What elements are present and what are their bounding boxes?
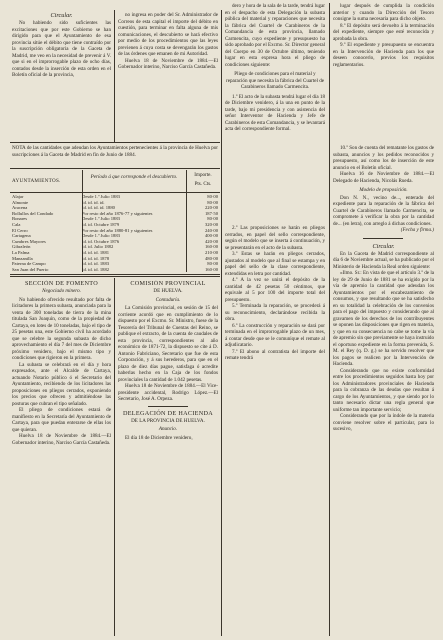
- ayuntamiento-name: Gibraleón: [12, 244, 31, 250]
- ayuntamiento-name: Cala: [12, 221, 21, 227]
- fomento-text-2: La subasta se celebrará en el día y hora expresados, ante el Alcalde de Cartaya, actuando Notario público ó el Secretario del Ayuntamiento, recibiendo de los licitadores las proposiciones en pliegos cerrados, exponiendo los precios que ofrecen y admitiéndose las posturas que cubran el tipo señalado.: [12, 361, 111, 407]
- anuncio-text: El día 18 de Diciembre venidero,: [125, 434, 193, 441]
- importe-value: 220·00: [204, 205, 218, 211]
- col-periodo: Período á que corresponde el descubierto.: [90, 174, 178, 180]
- column-rule: [114, 278, 115, 636]
- importe-value: 480·00: [204, 255, 218, 261]
- periodo-value: Desde 1.º Julio 1883: [82, 194, 120, 199]
- ayuntamiento-name: La Palma: [12, 249, 30, 255]
- importe-value: 420·00: [204, 238, 218, 244]
- importe-value: 80·00: [207, 199, 218, 205]
- modelo-signature: (Fecha y firma.): [400, 227, 434, 233]
- ayuntamiento-name: Almonte: [12, 199, 29, 205]
- real-orden-text-2: Considerando que no existe conformidad entre los procedimientos seguidos hasta hoy por los Administradores provinciales de Hacienda para la cobranza de las deudas que resultan á cargo de los Ayuntamientos, y que siendo por lo tanto necesario dictar una regla general que uniforme tan importante servicio;: [333, 367, 434, 413]
- real-orden-text-3: Considerando que por la índole de la materia conviene resolver sobre el particular, para lo sucesivo,: [333, 413, 434, 432]
- fomento-text-3: El pliego de condiciones estará de manifiesto en la Secretaría del Ayuntamiento de Cartaya, para que puedan enterarse de ellas los que quieran.: [12, 407, 111, 433]
- importe-value: 400·00: [204, 233, 218, 239]
- ayuntamiento-name: Paterna de Campo: [12, 261, 46, 267]
- lower-col-1: [12, 280, 111, 636]
- top-col-3: [225, 3, 325, 223]
- delegacion-sub: DE LA PROVINCIA DE HUELVA.: [131, 417, 205, 424]
- right-col: [333, 145, 434, 636]
- circular-continued: no ingresa en poder del Sr. Administrador de Correos de esta capital el importe del débito en cuestión, para terminar en falta alguna de mis comunicaciones, el descubierto se hará efectivo por medio de los procedimientos que las leyes previenen á cuya costa se devengarán los gastos de las órdenes que emanen de mi Autoridad.: [118, 12, 218, 57]
- pliego-cond-9: 9.º El expediente y presupuesto se encuentra en la Intervención de Hacienda para los que deseen conocerlo, previos los requisitos reglamentarios.: [333, 42, 434, 68]
- modelo-title: Modelo de proposición.: [359, 187, 408, 193]
- comision-title: COMISIÓN PROVINCIAL: [130, 280, 206, 287]
- section-rule: [10, 274, 220, 275]
- pliego-cond-1: 1.º El acto de la subasta tendrá lugar el día 18 de Diciembre venidero, á la una en punto de la tarde, bajo mi presidencia y con asistencia del señor Interventor de Hacienda y Jefe de Carabineros de esta Comandancia, y se levantará acta del correspondiente formal.: [225, 93, 325, 132]
- top-col-4: [333, 3, 434, 143]
- periodo-value: Id. id. id. 1881: [82, 249, 110, 255]
- debt-table: [12, 194, 218, 272]
- col-importe: Importe.: [194, 172, 212, 178]
- column-rule: [329, 3, 330, 636]
- real-orden-text-1: «Ilmo. Sr.: En vista de que el artículo 3.º de la ley de 29 de Junio de 1881 se ha exigido por la vía de apremio la cantidad que adeudan los Ayuntamientos por el encabezamiento de consumos, y que resultando que se ha satisfecho en su totalidad la celebración de los convenios para el pago del impuesto y considerando que al gravamen de los derechos de los contribuyentes se oponen las disposiciones que rigen en materia, y que en su consecuencia no cabe se tome la vía de apremio sin que previamente se haya instruido el oportuno expediente en la forma prevenida, S. M. el Rey (q. D. g.) se ha servido resolver que los pagos se realicen por la Intervención de Hacienda.: [333, 270, 434, 367]
- ayuntamiento-name: Cartagena: [12, 233, 31, 239]
- fomento-text-1: No habiendo ofrecido resultado por falta de licitadores la primera subasta, anunciada para la venta de 300 toneladas de tierra de la mina titulada San Joaquín, como de la propiedad de Cartaya, en lotes de 10 toneladas, bajo el tipo de 25 pesetas una, este Gobierno civil ha acordado que se celebre la segunda subasta de dicho aprovechamiento el día 7 del mes de Diciembre próximo venidero, bajo el mismo tipo y condiciones que rigieron en la primera.: [12, 296, 111, 361]
- section-rule: [10, 276, 220, 277]
- ayuntamiento-name: Cumbres Mayores: [12, 238, 46, 244]
- importe-value: 187·50: [204, 210, 218, 216]
- circular-title: Circular.: [50, 12, 73, 19]
- section-fomento-title: SECCIÓN DE FOMENTO: [24, 280, 98, 287]
- pliego-cond-3: 3.º Estas se harán en pliegos cerrados, ajustados al modelo que al final se estampa y en papel del sello de la clase correspondiente, extendidas en letra por cantidad.: [225, 251, 325, 277]
- periodo-value: Id. id. id. 1883: [82, 261, 110, 267]
- importe-value: 210·00: [204, 249, 218, 255]
- column-rule: [114, 10, 115, 142]
- periodo-value: Id. id. id. 1882: [82, 266, 110, 272]
- notice-table-header: [12, 170, 218, 192]
- pliego-cond-2: 2.º Las proposiciones se harán en pliegos cerrados, en papel del sello correspondiente, según el modelo que se inserta á continuación, y se presentarán en el acto de la subasta.: [225, 225, 325, 251]
- periodo-value: Id. id. Julio 1882: [82, 244, 114, 250]
- top-col-2: [118, 12, 218, 140]
- section-rule: [10, 168, 220, 169]
- ayuntamiento-name: San Juan del Puerto: [12, 266, 49, 272]
- importe-value: 80·00: [207, 216, 218, 222]
- notice-heading: NOTA de las cantidades que adeudan los Ayuntamientos pertenecientes á la provincia de Huelva por suscripciones á la Gaceta de Madrid en fin de Junio de 1884.: [12, 145, 218, 158]
- anuncio-label: Anuncio.: [158, 426, 178, 432]
- notice-table: [12, 194, 218, 272]
- periodo-value: Id. id. id. id.: [82, 199, 105, 205]
- delegacion-title: DELEGACIÓN DE HACIENDA: [122, 409, 214, 417]
- pliego-cond-4: 4.º A la vez se unirá el depósito de la cantidad de 42 pesetas 50 céntimos, que equivale al 5 por 100 del importe total del presupuesto.: [225, 277, 325, 303]
- importe-value: 80·00: [207, 194, 218, 199]
- importe-value: 240·00: [204, 227, 218, 233]
- ayuntamiento-name: El Cerro: [12, 227, 28, 233]
- comision-sub: DE HUELVA.: [153, 288, 183, 294]
- delegado-signature: Huelva 16 de Noviembre de 1884.—El Delegado de Hacienda, Nicolás Rueda.: [333, 171, 434, 184]
- ayuntamiento-name: Manzanilla: [12, 255, 33, 261]
- pliego-cond-8: 8.º El depósito será devuelto á la terminación del expediente, siempre que esté reconocida y aprobada la obra.: [333, 22, 434, 42]
- importe-value: 80·00: [207, 261, 218, 267]
- importe-value: 320·00: [204, 221, 218, 227]
- periodo-value: Desde 1.º Julio 1883: [82, 216, 120, 222]
- circular-text: No habiendo sido suficientes las excitaciones que por este Gobierno se han dirigido para que el Ayuntamiento de esa provincia sitúe el débito que tiene contraído por la suscripción obligatoria de la Gaceta de Madrid, me veo en la necesidad de prevenir á V. que si en el improrrogable plazo de ocho días, contados desde la inserción de esta orden en el Boletín oficial de la provincia,: [12, 20, 111, 78]
- periodo-value: Desde 1.º Julio 1883: [82, 233, 120, 239]
- pliego-cond-7: 7.º El abono al contratista del importe del remate tendrá: [225, 348, 325, 361]
- ayuntamiento-name: Bonares: [12, 216, 28, 222]
- col-pts: Pts. Cts.: [194, 181, 212, 187]
- pliego-cond-10: 10.º Son de cuenta del rematante los gastos de subasta, anuncios y los pedidos reconocidos y presupuesto, así como los de inserción de este anuncio en el Boletín oficial.: [333, 145, 434, 171]
- pliego-cond-5: 5.º Terminada la reparación, se procederá á su reconocimiento, declarándose recibida la obra.: [225, 303, 325, 322]
- lower-col-2: [118, 280, 218, 636]
- pliego-cond-6: 6.º La construcción y reparación se dará por terminada en el improrrogable plazo de un mes, á contar desde que se le comunique el remate al adjudicatario.: [225, 322, 325, 348]
- subasta-text: dero y hora de la sala de la tarde, tendrá lugar en el despacho de esta Delegación la subasta pública del material y reparaciones que necesita la fábrica del Cuartel de Carabineros de la Comandancia de esta provincia, llamado Carmencita, cuyo expediente y presupuesto ha sido aprobado por el Excmo. Sr. Director general del Cuerpo en 30 de Octubre último, teniendo lugar en esta expresa hora el pliego de condiciones siguiente:: [225, 3, 325, 68]
- modelo-text: Don N. N., vecino de..., enterado del expediente para la reparación de la fábrica del Cuartel de Carabineros llamado Carmencita, se compromete á verificar la obra por la cantidad de... (en letra), con arreglo á dichas condiciones.: [333, 194, 434, 227]
- lower-col-3: [225, 225, 325, 636]
- column-rule: [221, 10, 222, 636]
- ayuntamiento-name: Alajar: [12, 194, 24, 199]
- ayuntamiento-name: Bollullos del Condado: [12, 210, 54, 216]
- col-ayuntamientos: AYUNTAMIENTOS.: [12, 178, 61, 184]
- importe-value: 160·00: [204, 244, 218, 250]
- periodo-value: Id. id. Octubre 1879: [82, 221, 120, 227]
- ayuntamiento-name: Aracena: [12, 205, 28, 211]
- comision-text: La Comisión provincial, en sesión de 15 del corriente acordó que en cumplimiento de lo dispuesto por el Excmo. Sr. Ministro, fuese de la Tesorería del Tribunal de Cuentas del Reino, se publique el extracto, de la cuenta de caudales de esta provincia, correspondientes al año económico de 1871-72, la dispuesto se cite á D. Antonio Fabriciano, Secretario que fue de esta Corporación, y á sus herederos, para que en el plazo de diez días pague, satisfaga ó acredite haberlas hecho en la Caja de los fondos provinciales la cantidad de 1.042 pesetas.: [118, 305, 218, 383]
- circular-signature: Huelva 18 de Noviembre de 1884.—El Gobernador interino, Narciso García Castañeda.: [118, 57, 218, 70]
- negociado-minero: Negociado minero.: [42, 288, 81, 294]
- section-rule: [148, 406, 188, 407]
- periodo-value: Id. id. id. 1878: [82, 255, 110, 261]
- contaduria-label: Contaduría.: [155, 296, 181, 303]
- periodo-value: Id. id. Octubre 1876: [82, 238, 120, 244]
- periodo-value: Por resto del año 1880-81 y siguientes: [82, 227, 153, 233]
- pliego-title: Pliego de condiciones para el material y reparación que necesita la fábrica del Cuartel de Carabineros llamado Carmencita.: [226, 71, 324, 90]
- top-col-1: [12, 12, 111, 140]
- periodo-value: Id. id. id. id. 1880: [82, 205, 115, 211]
- pliego-cond-7-cont: lugar después de cumplida la condición anterior y cuando la Dirección del Tesoro consigne la suma necesaria para dicho objeto.: [333, 3, 434, 22]
- circular-2-title: Circular.: [372, 242, 395, 250]
- importe-value: 160·00: [204, 266, 218, 272]
- table-row: [12, 267, 218, 272]
- circular-2-text: En la Gaceta de Madrid correspondiente al día 6 de Noviembre actual, se ha publicado por el Ministerio de Hacienda la Real orden siguiente:: [333, 250, 434, 270]
- periodo-value: Por resto del año 1876-77 y siguientes: [82, 210, 153, 216]
- section-rule: [363, 238, 403, 239]
- comision-signature: Huelva 18 de Noviembre de 1884.—El Vice-presidente accidental, Rodrigo López.—El Secretario, José A. Orpeza.: [118, 383, 218, 402]
- table-rule: [10, 192, 220, 193]
- section-rule: [10, 142, 220, 143]
- fomento-signature: Huelva 18 de Noviembre de 1884.—El Gobernador interino, Narciso García Castañeda.: [12, 433, 111, 446]
